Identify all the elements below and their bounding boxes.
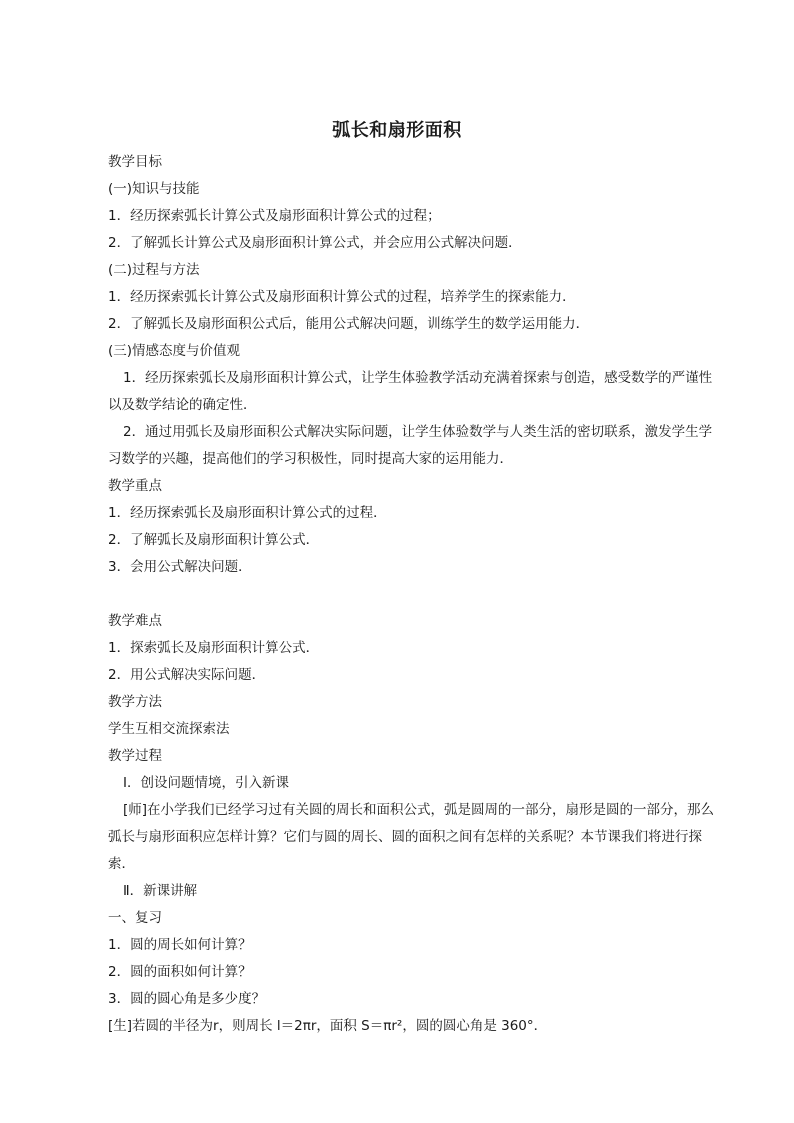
section-heading-intro: Ⅰ．创设问题情境，引入新课 — [123, 775, 289, 791]
text-line: 1．探索弧长及扇形面积计算公式． — [108, 640, 320, 656]
heading-difficulties: 教学难点 — [108, 613, 162, 629]
subheading-process-method: (二)过程与方法 — [108, 262, 200, 278]
section-heading-new-lesson: Ⅱ．新课讲解 — [123, 883, 198, 899]
text-line: 弧长与扇形面积应怎样计算？它们与圆的周长、圆的面积之间有怎样的关系呢？本节课我们将进行探 — [108, 829, 702, 845]
text-line: 学生互相交流探索法 — [108, 721, 230, 737]
text-line: 以及数学结论的确定性． — [108, 397, 257, 413]
text-line: 3．圆的圆心角是多少度？ — [108, 991, 266, 1007]
subheading-knowledge-skills: (一)知识与技能 — [108, 181, 200, 197]
text-line: 2．用公式解决实际问题． — [108, 667, 266, 683]
text-line: [生]若圆的半径为r，则周长 l＝2πr，面积 S＝πr²，圆的圆心角是 360°． — [108, 1018, 548, 1034]
heading-teaching-process: 教学过程 — [108, 748, 162, 764]
heading-teaching-goals: 教学目标 — [108, 154, 162, 170]
text-line: 2．圆的面积如何计算？ — [108, 964, 252, 980]
subheading-attitude-values: (三)情感态度与价值观 — [108, 343, 241, 359]
text-line: 习数学的兴趣，提高他们的学习积极性，同时提高大家的运用能力． — [108, 451, 513, 467]
heading-key-points: 教学重点 — [108, 478, 162, 494]
text-line: 1．圆的周长如何计算？ — [108, 937, 252, 953]
text-line: 1．经历探索弧长及扇形面积计算公式的过程． — [108, 505, 387, 521]
text-line: 2．了解弧长及扇形面积计算公式． — [108, 532, 320, 548]
text-line: [师]在小学我们已经学习过有关圆的周长和面积公式，弧是圆周的一部分，扇形是圆的一部分，那么 — [123, 802, 715, 818]
text-line: 2．了解弧长及扇形面积公式后，能用公式解决问题，训练学生的数学运用能力． — [108, 316, 590, 332]
text-line: 2．通过用弧长及扇形面积公式解决实际问题，让学生体验数学与人类生活的密切联系，激发学生学 — [123, 424, 713, 440]
heading-teaching-method: 教学方法 — [108, 694, 162, 710]
subheading-review: 一、复习 — [108, 910, 162, 926]
text-line: 1．经历探索弧长计算公式及扇形面积计算公式的过程，培养学生的探索能力． — [108, 289, 576, 305]
text-line: 1．经历探索弧长及扇形面积计算公式，让学生体验教学活动充满着探索与创造，感受数学的严谨性 — [123, 370, 713, 386]
document-title: 弧长和扇形面积 — [332, 120, 462, 141]
text-line: 2．了解弧长计算公式及扇形面积计算公式，并会应用公式解决问题． — [108, 235, 522, 251]
text-line: 索． — [108, 856, 135, 872]
text-line: 1．经历探索弧长计算公式及扇形面积计算公式的过程； — [108, 208, 441, 224]
text-line: 3．会用公式解决问题． — [108, 559, 252, 575]
